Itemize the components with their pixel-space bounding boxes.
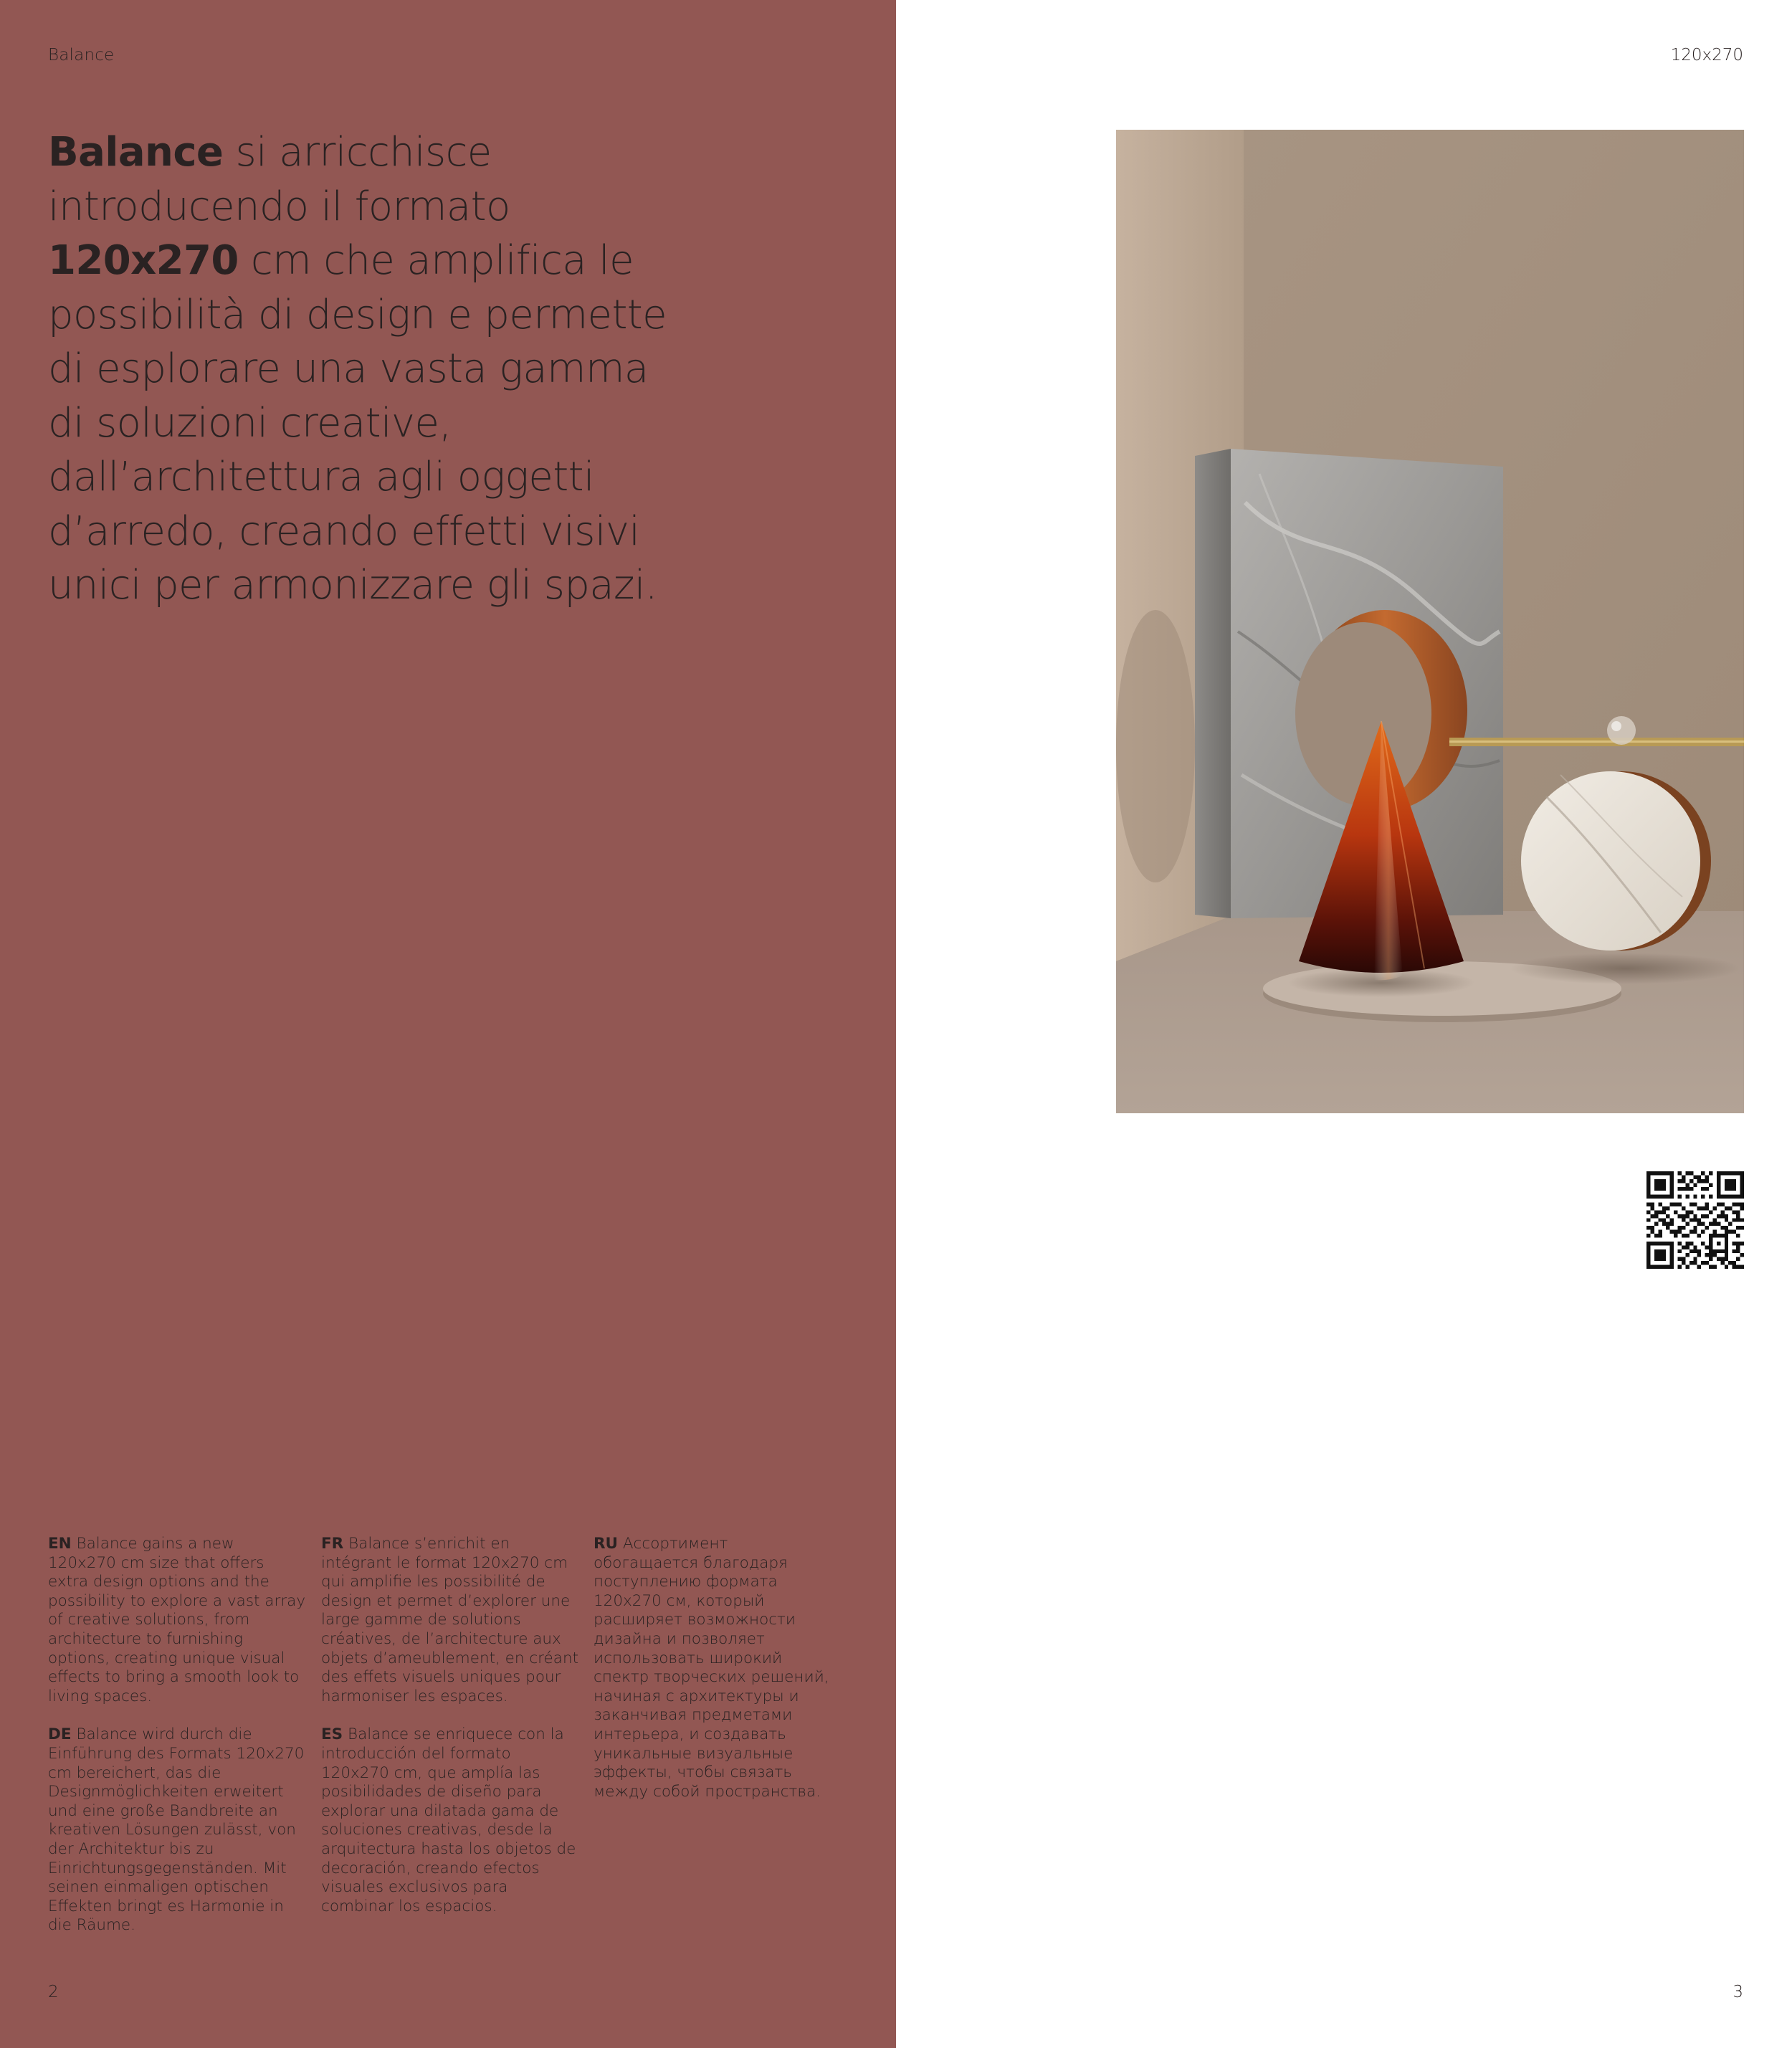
headline-format: 120x270 — [48, 237, 239, 284]
text-column-3 — [594, 1535, 837, 1821]
headline-text-1: si arricchisce introducendo il formato — [48, 129, 510, 230]
product-photo — [1116, 130, 1744, 1113]
lang-code-fr: FR — [321, 1535, 344, 1553]
translation-es-text: Balance se enriquece con la introducción del formato 120x270 cm, que amplía las posibilidades de diseño para explorar una dilatada gama de soluciones creativas, desde la arquitectura hasta los objetos de decoración, creando efectos visuales exclusivos para combinar los espacios. — [321, 1725, 576, 1915]
text-column-2 — [321, 1535, 579, 1935]
translation-ru — [594, 1535, 837, 1801]
translation-ru-text: Ассортимент обогащается благодаря поступлению формата 120x270 см, который расширяет возможности дизайна и позволяет использовать широкий спектр творческих решений, начиная с архитектуры и заканчивая предметами интерьера, и создавать уникальные визуальные эффекты, чтобы связать между собой пространства. — [594, 1535, 829, 1801]
translation-es — [321, 1725, 579, 1916]
page-number-left: 2 — [48, 1983, 59, 2001]
headline-text-2: cm che amplifica le possibilità di design e permette di esplorare una vasta gamma di soluzioni creative, dall’architettura agli oggetti d’arredo, creando effetti visivi unici per armonizzare gli spazi. — [48, 237, 667, 609]
page-number-right: 3 — [1733, 1983, 1743, 2001]
lang-code-es: ES — [321, 1725, 343, 1744]
translation-en — [48, 1535, 306, 1706]
lang-code-ru: RU — [594, 1535, 619, 1553]
headline — [48, 125, 693, 613]
format-label: 120x270 — [1670, 46, 1743, 65]
headline-brand: Balance — [48, 129, 224, 176]
text-column-1 — [48, 1535, 306, 1955]
lang-code-en: EN — [48, 1535, 72, 1553]
qr-code-icon[interactable] — [1646, 1171, 1744, 1269]
section-label: Balance — [48, 46, 115, 65]
translation-fr — [321, 1535, 579, 1706]
translation-de-text: Balance wird durch die Einführung des Formats 120x270 cm bereichert, das die Designmöglichkeiten erweitert und eine große Bandbreite an kreativen Lösungen zulässt, von der Architektur bis zu Einrichtungsgegenständen. Mit seinen einmaligen optischen Effekten bringt es Harmonie in die Räume. — [48, 1725, 305, 1935]
translation-en-text: Balance gains a new 120x270 cm size that offers extra design options and the possibility to explore a vast array of creative solutions, from architecture to furnishing options, creating unique visual effects to bring a smooth look to living spaces. — [48, 1535, 306, 1705]
translation-fr-text: Balance s’enrichit en intégrant le format 120x270 cm qui amplifie les possibilité de design et permet d’explorer une large gamme de solutions créatives, de l’architecture aux objets d’ameublement, en créant des effets visuels uniques pour harmoniser les espaces. — [321, 1535, 579, 1705]
lang-code-de: DE — [48, 1725, 72, 1744]
translation-de — [48, 1725, 306, 1935]
